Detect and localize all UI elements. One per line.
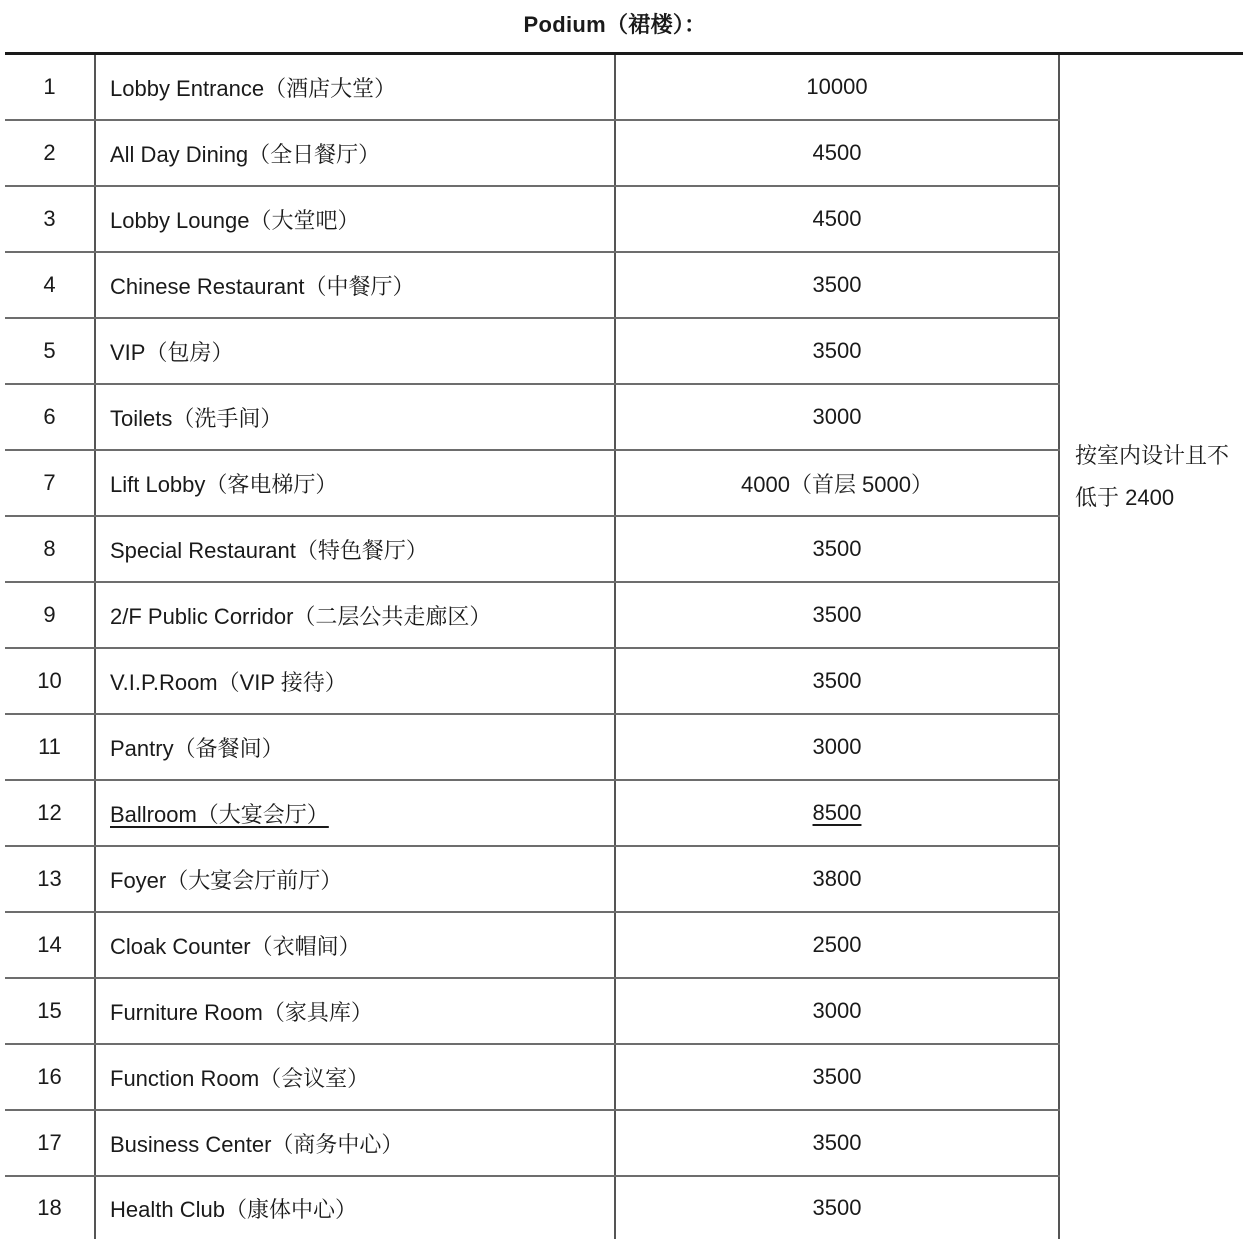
row-number: 5 — [5, 318, 95, 384]
row-number: 10 — [5, 648, 95, 714]
table-row — [5, 1110, 1243, 1176]
ceiling-height: 3500 — [615, 1044, 1059, 1110]
row-number: 11 — [5, 714, 95, 780]
row-number: 8 — [5, 516, 95, 582]
table-row — [5, 516, 1243, 582]
table-row — [5, 1176, 1243, 1239]
row-number: 15 — [5, 978, 95, 1044]
ceiling-height: 3000 — [615, 384, 1059, 450]
ceiling-height: 3800 — [615, 846, 1059, 912]
table-row — [5, 1044, 1243, 1110]
ceiling-height — [615, 780, 1059, 846]
row-number: 14 — [5, 912, 95, 978]
table-title: Podium（裙楼）： — [0, 8, 1230, 39]
ceiling-height: 3500 — [615, 318, 1059, 384]
ceiling-height-text: 8500 — [813, 800, 862, 825]
ceiling-height-table — [5, 52, 1243, 1239]
row-number: 9 — [5, 582, 95, 648]
row-number: 18 — [5, 1176, 95, 1239]
table-row — [5, 714, 1243, 780]
table-row — [5, 912, 1243, 978]
table-row — [5, 252, 1243, 318]
ceiling-height: 3000 — [615, 714, 1059, 780]
remark-cell — [1059, 54, 1243, 1239]
room-name-text: Ballroom（大宴会厅） — [110, 802, 329, 827]
table-row — [5, 978, 1243, 1044]
room-name: All Day Dining（全日餐厅） — [95, 120, 615, 186]
room-name: Chinese Restaurant（中餐厅） — [95, 252, 615, 318]
ceiling-height: 3500 — [615, 516, 1059, 582]
room-name: Cloak Counter（衣帽间） — [95, 912, 615, 978]
row-number: 13 — [5, 846, 95, 912]
room-name: Health Club（康体中心） — [95, 1176, 615, 1239]
table-row — [5, 846, 1243, 912]
ceiling-height: 3500 — [615, 252, 1059, 318]
row-number: 16 — [5, 1044, 95, 1110]
ceiling-height: 3000 — [615, 978, 1059, 1044]
room-name: Special Restaurant（特色餐厅） — [95, 516, 615, 582]
table-row — [5, 54, 1243, 121]
row-number: 12 — [5, 780, 95, 846]
row-number: 2 — [5, 120, 95, 186]
ceiling-height: 3500 — [615, 582, 1059, 648]
ceiling-height: 10000 — [615, 54, 1059, 121]
room-name: 2/F Public Corridor（二层公共走廊区） — [95, 582, 615, 648]
room-name: Function Room（会议室） — [95, 1044, 615, 1110]
room-name: Pantry（备餐间） — [95, 714, 615, 780]
room-name: Foyer（大宴会厅前厅） — [95, 846, 615, 912]
table-row — [5, 648, 1243, 714]
row-number: 17 — [5, 1110, 95, 1176]
ceiling-height: 3500 — [615, 648, 1059, 714]
table-row — [5, 582, 1243, 648]
room-name: Lobby Lounge（大堂吧） — [95, 186, 615, 252]
remark-text: 按室内设计且不低于 2400 — [1075, 443, 1229, 510]
room-name — [95, 780, 615, 846]
ceiling-height: 2500 — [615, 912, 1059, 978]
table-row — [5, 384, 1243, 450]
row-number: 6 — [5, 384, 95, 450]
row-number: 1 — [5, 54, 95, 121]
table-row — [5, 120, 1243, 186]
table-row — [5, 186, 1243, 252]
ceiling-height: 3500 — [615, 1176, 1059, 1239]
row-number: 4 — [5, 252, 95, 318]
ceiling-height: 3500 — [615, 1110, 1059, 1176]
ceiling-height: 4500 — [615, 186, 1059, 252]
ceiling-height: 4500 — [615, 120, 1059, 186]
room-name: Furniture Room（家具库） — [95, 978, 615, 1044]
room-name: Lobby Entrance（酒店大堂） — [95, 54, 615, 121]
table-row — [5, 450, 1243, 516]
room-name: Lift Lobby（客电梯厅） — [95, 450, 615, 516]
row-number: 3 — [5, 186, 95, 252]
table-row — [5, 780, 1243, 846]
room-name: VIP（包房） — [95, 318, 615, 384]
room-name: Toilets（洗手间） — [95, 384, 615, 450]
row-number: 7 — [5, 450, 95, 516]
ceiling-height: 4000（首层 5000） — [615, 450, 1059, 516]
table-row — [5, 318, 1243, 384]
room-name: Business Center（商务中心） — [95, 1110, 615, 1176]
room-name: V.I.P.Room（VIP 接待） — [95, 648, 615, 714]
